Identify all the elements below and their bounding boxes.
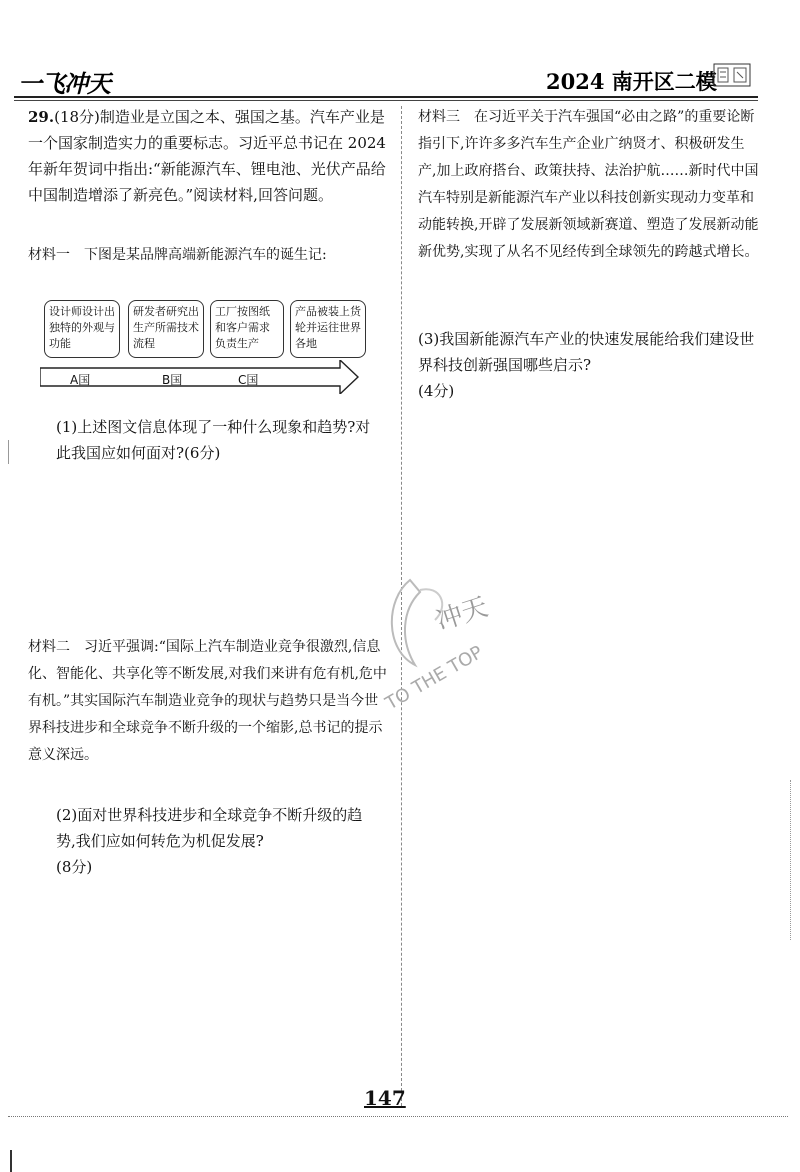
country-label-a: A国 bbox=[70, 373, 91, 387]
flow-box-shipping: 产品被装上货轮并运往世界各地 bbox=[290, 300, 366, 358]
q1-text: (1)上述图文信息体现了一种什么现象和趋势?对此我国应如何面对?(6分) bbox=[56, 418, 371, 462]
flow-box-factory: 工厂按图纸和客户需求负责生产 bbox=[210, 300, 284, 358]
header-rule bbox=[14, 96, 758, 98]
footer-rule bbox=[8, 1116, 788, 1117]
margin-mark bbox=[8, 440, 9, 464]
country-label-b: B国 bbox=[162, 373, 183, 387]
question-intro-text: (18分)制造业是立国之本、强国之基。汽车产业是一个国家制造实力的重要标志。习近平总书记在 2024 年新年贺词中指出:“新能源汽车、锂电池、光伏产品给中国制造增添了新亮色。”阅读材料,回答问题。 bbox=[28, 108, 386, 204]
q3-question: (3)我国新能源汽车产业的快速发展能给我们建设世界科技创新强国哪些启示? bbox=[418, 330, 755, 374]
watermark-cn: 冲天 bbox=[432, 592, 492, 637]
question-intro bbox=[28, 104, 390, 208]
country-label-c: C国 bbox=[238, 373, 259, 387]
q2-text bbox=[56, 802, 382, 880]
header-rule-thin bbox=[14, 100, 758, 101]
q2-question: (2)面对世界科技进步和全球竞争不断升级的趋势,我们应如何转危为机促发展? bbox=[56, 806, 363, 850]
q1-answer-space[interactable] bbox=[28, 470, 388, 630]
question-number: 29. bbox=[28, 108, 55, 126]
corner-mark bbox=[10, 1150, 12, 1172]
exam-title: 2024 南开区二模 bbox=[546, 69, 717, 94]
page-number: 147 bbox=[364, 1086, 406, 1110]
q3-score: (4分) bbox=[418, 382, 455, 400]
watermark-en: TO THE TOP bbox=[382, 641, 487, 715]
flow-box-research: 研发者研究出生产所需技术流程 bbox=[128, 300, 204, 358]
seal-stamp-icon bbox=[712, 60, 752, 90]
material1-text: 材料一 下图是某品牌高端新能源汽车的诞生记: bbox=[28, 247, 327, 263]
margin-dotted-line bbox=[790, 780, 791, 940]
brand-logo-text: 一飞冲天 bbox=[18, 70, 110, 98]
q3-text bbox=[418, 326, 764, 404]
material3-text: 材料三 在习近平关于汽车强国“必由之路”的重要论断指引下,许许多多汽车生产企业广纳贤才、积极研发生产,加上政府搭台、政策扶持、法治护航……新时代中国汽车特别是新能源汽车产业以科技创新实现动力变革和动能转换,开辟了发展新领域新赛道、塑造了发展新动能新优势,实现了从名不见经传到全球领先的跨越式增长。 bbox=[418, 109, 759, 260]
q3-answer-space[interactable] bbox=[418, 420, 764, 1080]
q2-score: (8分) bbox=[56, 858, 93, 876]
flow-box-design: 设计师设计出独特的外观与功能 bbox=[44, 300, 120, 358]
material2-text: 材料二 习近平强调:“国际上汽车制造业竞争很激烈,信息化、智能化、共享化等不断发展,对我们来讲有危有机,危中有机。”其实国际汽车制造业竞争的现状与趋势只是当今世界科技进步和全球竞争不断升级的一个缩影,总书记的提示意义深远。 bbox=[28, 639, 387, 763]
q2-answer-space[interactable] bbox=[28, 890, 388, 1080]
watermark-logo-icon bbox=[380, 560, 530, 740]
